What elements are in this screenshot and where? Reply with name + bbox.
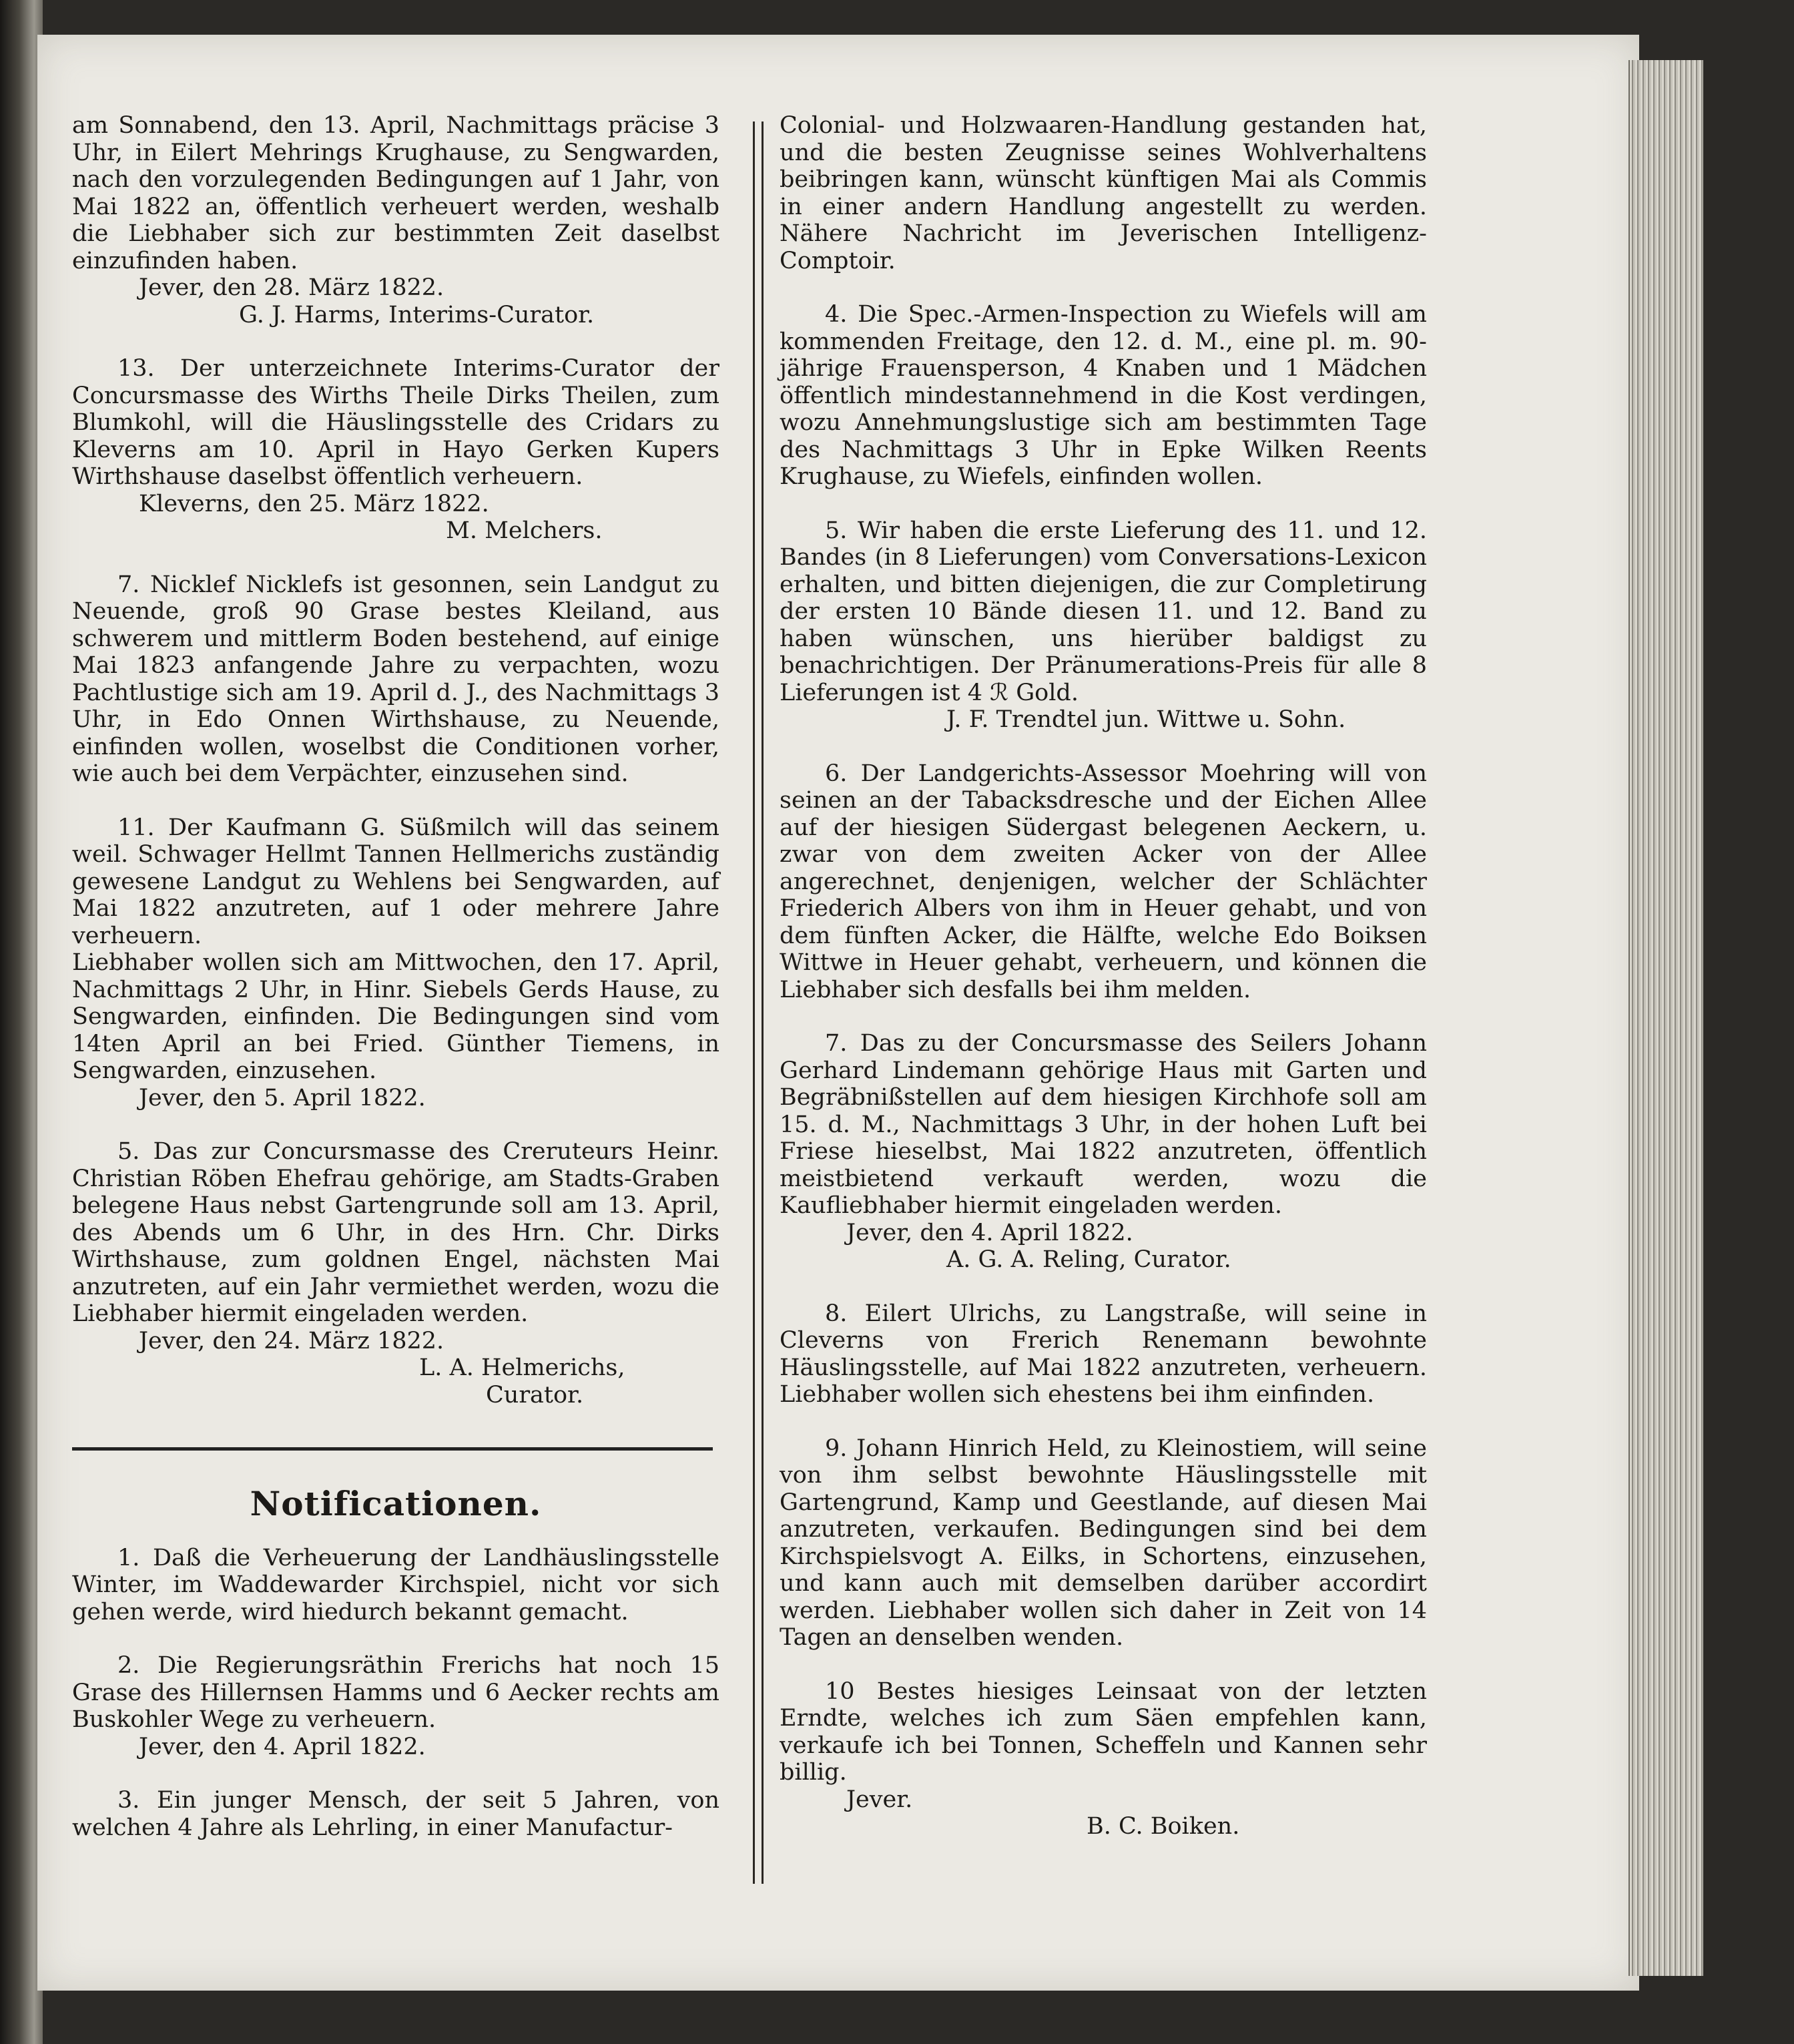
notification-place: Jever. xyxy=(846,1786,913,1813)
ad-place-date: Jever, den 28. März 1822. xyxy=(139,274,444,301)
ad-block-continued xyxy=(72,112,719,328)
ad-signature: M. Melchers. xyxy=(446,517,603,544)
notification-10 xyxy=(780,1678,1427,1840)
notification-2 xyxy=(72,1652,719,1760)
notification-signature: B. C. Boiken. xyxy=(1087,1813,1240,1840)
notification-text: 10 Bestes hiesiges Leinsaat von der letzten Erndte, welches ich zum Säen empfehlen kann, verkaufe ich bei Tonnen, Scheffeln und Kannen sehr billig. xyxy=(780,1678,1427,1786)
ad-place-date: Jever, den 24. März 1822. xyxy=(139,1327,444,1354)
notification-text: 6. Der Landgerichts-Assessor Moehring will von seinen an der Tabacksdresche und der Eichen Allee auf der hiesigen Südergast belegenen Aeckern, u. zwar von dem zweiten Acker von der Allee angerechnet, denjenigen, welcher der Schlächter Friederich Albers von ihm in Heuer gehabt, und von dem fünften Acker, die Hälfte, welche Edo Boiksen Wittwe in Heuer gehabt, verheuern, und können die Liebhaber sich desfalls bei ihm melden. xyxy=(780,760,1427,1003)
notification-place-date: Jever, den 4. April 1822. xyxy=(846,1219,1133,1246)
notification-text: 5. Wir haben die erste Lieferung des 11. und 12. Bandes (in 8 Lieferungen) vom Conversations-Lexicon erhalten, und bitten diejenigen, die zur Completirung der ersten 10 Bände diesen 11. und 12. Band zu haben wünschen, uns hierüber baldigst zu benachrichtigen. Der Pränumerations-Preis für alle 8 Lieferungen ist 4 ℛ Gold. xyxy=(780,517,1427,706)
notification-9 xyxy=(780,1435,1427,1651)
section-title: Notificationen. xyxy=(250,1484,542,1523)
ad-text-continued: Liebhaber wollen sich am Mittwochen, den 17. April, Nachmittags 2 Uhr, in Hinr. Siebels Gerds Hause, zu Sengwarden, einfinden. Die Bedingungen sind vom 14ten April an bei Fried. Günther Tiemens, in Sengwarden, einzusehen. xyxy=(72,949,719,1084)
notification-text: Colonial- und Holzwaaren-Handlung gestanden hat, und die besten Zeugnisse seines Wohlverhaltens beibringen kann, wünscht künftigen Mai als Commis in einer andern Handlung angestellt zu werden. Nähere Nachricht im Jeverischen Intelligenz-Comptoir. xyxy=(780,112,1427,274)
ad-text: 5. Das zur Concursmasse des Creruteurs Heinr. Christian Röben Ehefrau gehörige, am Stadts-Graben belegene Haus nebst Gartengrunde soll am 13. April, des Abends um 6 Uhr, in des Hrn. Chr. Dirks Wirthshause, zum goldnen Engel, nächsten Mai anzutreten, auf ein Jahr vermiethet werden, wozu die Liebhaber hiermit eingeladen werden. xyxy=(72,1138,719,1327)
notification-6 xyxy=(780,760,1427,1004)
notification-7 xyxy=(780,1030,1427,1274)
notification-8 xyxy=(780,1300,1427,1409)
page-stack-edges xyxy=(1628,60,1703,1976)
notification-text: 9. Johann Hinrich Held, zu Kleinostiem, will seine von ihm selbst bewohnte Häuslingsstelle mit Gartengrund, Kamp und Geestlande, auf diesen Mai anzutreten, verkaufen. Bedingungen sind bei dem Kirchspielsvogt A. Eilks, in Schortens, einzusehen, und kann auch mit demselben darüber accordirt werden. Liebhaber wollen sich daher in Zeit von 14 Tagen an denselben wenden. xyxy=(780,1435,1427,1651)
column-divider xyxy=(753,121,764,1884)
notification-text: 7. Das zu der Concursmasse des Seilers Johann Gerhard Lindemann gehörige Haus mit Garten und Begräbnißstellen auf dem hiesigen Kirchhofe soll am 15. d. M., Nachmittags 3 Uhr, in der hohen Luft bei Friese hieselbst, Mai 1822 anzutreten, öffentlich meistbietend verkauft werden, wozu die Kaufliebhaber hiermit eingeladen werden. xyxy=(780,1030,1427,1219)
ad-signature: L. A. Helmerichs, xyxy=(419,1354,625,1381)
ad-text: 7. Nicklef Nicklefs ist gesonnen, sein Landgut zu Neuende, groß 90 Grase bestes Kleiland, aus schwerem und mittlerm Boden bestehend, auf einige Mai 1823 anfangende Jahre zu verpachten, wozu Pachtlustige sich am 19. April d. J., des Nachmittags 3 Uhr, in Edo Onnen Wirthshause, zu Neuende, einfinden wollen, woselbst die Conditionen vorher, wie auch bei dem Verpächter, einzusehen sind. xyxy=(72,571,719,787)
notification-4 xyxy=(780,301,1427,491)
right-column xyxy=(780,112,1427,1867)
ad-signature-title: Curator. xyxy=(486,1381,584,1409)
ad-7 xyxy=(72,571,719,788)
ad-5 xyxy=(72,1138,719,1409)
ad-place-date: Kleverns, den 25. März 1822. xyxy=(139,490,489,517)
ad-11 xyxy=(72,814,719,1112)
ad-signature: G. J. Harms, Interims-Curator. xyxy=(239,301,595,328)
notification-5 xyxy=(780,517,1427,734)
notification-3 xyxy=(72,1787,719,1841)
ad-text: am Sonnabend, den 13. April, Nachmittags präcise 3 Uhr, in Eilert Mehrings Krughause, zu Sengwarden, nach den vorzulegenden Bedingungen auf 1 Jahr, von Mai 1822 an, öffentlich verheuert werden, weshalb die Liebhaber sich zur bestimmten Zeit daselbst einzufinden haben. xyxy=(72,112,719,274)
left-column xyxy=(72,112,719,1868)
notification-text: 8. Eilert Ulrichs, zu Langstraße, will seine in Cleverns von Frerich Renemann bewohnte Häuslingsstelle, auf Mai 1822 anzutreten, verheuern. Liebhaber wollen sich ehestens bei ihm einfinden. xyxy=(780,1300,1427,1408)
notification-1 xyxy=(72,1545,719,1626)
notification-text: 4. Die Spec.-Armen-Inspection zu Wiefels will am kommenden Freitage, den 12. d. M., eine pl. m. 90-jährige Frauensperson, 4 Knaben und 1 Mädchen öffentlich mindestannehmend in die Kost verdingen, wozu Annehmungslustige sich am bestimmten Tage des Nachmittags 3 Uhr in Epke Wilken Reents Krughause, zu Wiefels, einfinden wollen. xyxy=(780,301,1427,490)
notification-3-continued xyxy=(780,112,1427,274)
left-page-edge xyxy=(0,0,43,2044)
notification-signature: J. F. Trendtel jun. Wittwe u. Sohn. xyxy=(946,706,1346,733)
section-rule xyxy=(72,1447,713,1451)
ad-text: 11. Der Kaufmann G. Süßmilch will das seinem weil. Schwager Hellmt Tannen Hellmerichs zuständig gewesene Landgut zu Wehlens bei Sengwarden, auf Mai 1822 anzutreten, auf 1 oder mehrere Jahre verheuern. xyxy=(72,814,719,949)
notification-place-date: Jever, den 4. April 1822. xyxy=(139,1733,426,1760)
notification-text: 2. Die Regierungsräthin Frerichs hat noch 15 Grase des Hillernsen Hamms und 6 Aecker rechts am Buskohler Wege zu verheuern. xyxy=(72,1652,719,1733)
ad-text: 13. Der unterzeichnete Interims-Curator der Concursmasse des Wirths Theile Dirks Theilen, zum Blumkohl, will die Häuslingsstelle des Cridars zu Kleverns am 10. April in Hayo Gerken Kupers Wirthshause daselbst öffentlich verheuern. xyxy=(72,355,719,490)
notification-text: 3. Ein junger Mensch, der seit 5 Jahren, von welchen 4 Jahre als Lehrling, in einer Manufactur- xyxy=(72,1787,719,1841)
notification-text: 1. Daß die Verheuerung der Landhäuslingsstelle Winter, im Waddewarder Kirchspiel, nicht vor sich gehen werde, wird hiedurch bekannt gemacht. xyxy=(72,1544,719,1625)
ad-place-date: Jever, den 5. April 1822. xyxy=(139,1084,426,1111)
ad-13 xyxy=(72,355,719,545)
notification-signature: A. G. A. Reling, Curator. xyxy=(946,1246,1231,1273)
